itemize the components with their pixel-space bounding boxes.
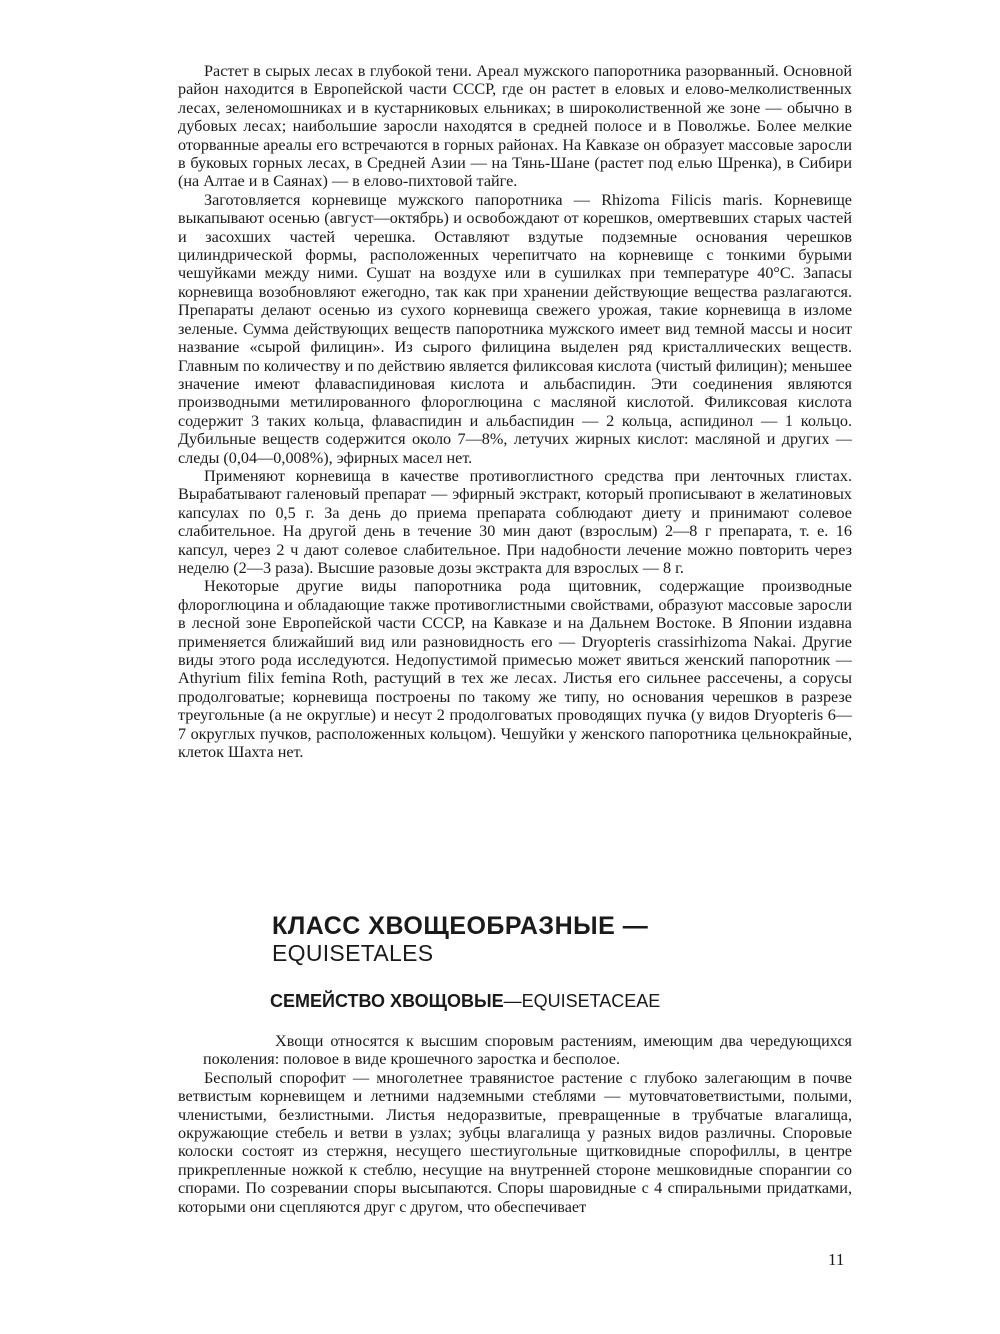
family-heading-latin: —EQUISETACEAE [503, 991, 661, 1011]
paragraph: Растет в сырых лесах в глубокой тени. Ареал мужского папоротника разорванный. Основной район находится в Европейской части СССР, где он растет в еловых и елово-мелколиственных лесах, зеленомошниках и в кустарниковых ельниках; в широколиственной же зоне — обычно в дубовых лесах; наибольшие заросли находятся в средней полосе и в Поволжье. Более мелкие оторванные ареалы его встречаются в горных районах. На Кавказе он образует массовые заросли в буковых горных лесах, в Средней Азии — на Тянь-Шане (растет под елью Шренка), в Сибири (на Алтае и в Саянах) — в елово-пихтовой тайге. [178, 62, 852, 191]
section-text-column [178, 1032, 852, 1216]
class-heading-title: КЛАСС ХВОЩЕОБРАЗНЫЕ — [272, 912, 649, 940]
main-text-column [178, 62, 852, 761]
family-heading-ru: СЕМЕЙСТВО ХВОЩОВЫЕ [270, 991, 504, 1011]
paragraph: Некоторые другие виды папоротника рода щитовник, содержащие производные флороглюцина и обладающие также противоглистными свойствами, образуют массовые заросли в лесной зоне Европейской части СССР, на Кавказе и на Дальнем Востоке. В Японии издавна применяется ближайший вид или разновидность его — Dryopteris crassirhizoma Nakai. Другие виды этого рода исследуются. Недопустимой примесью может явиться женский папоротник — Athyrium filix femina Roth, растущий в тех же лесах. Листья его сильнее рассечены, а сорусы продолговатые; корневища построены по такому же типу, но основания черешков в разрезе треугольные (а не округлые) и несут 2 продолговатых проводящих пучка (у видов Dryopteris 6—7 округлых пучков, расположенных кольцом). Чешуйки у женского папоротника цельнокрайные, клеток Шахта нет. [178, 577, 852, 762]
page-number: 11 [828, 1250, 845, 1269]
family-heading [270, 990, 660, 1012]
class-heading [272, 912, 648, 966]
paragraph: Применяют корневища в качестве противоглистного средства при ленточных глистах. Вырабатывают галеновый препарат — эфирный экстракт, который прописывают в желатиновых капсулах по 0,5 г. За день до приема препарата соблюдают диету и принимают солевое слабительное. На другой день в течение 30 мин дают (взрослым) 2—8 г препарата, т. е. 16 капсул, через 2 ч дают солевое слабительное. При надобности лечение можно повторить через неделю (2—3 раза). Высшие разовые дозы экстракта для взрослых — 8 г. [178, 466, 852, 577]
paragraph: Заготовляется корневище мужского папоротника — Rhizoma Filicis maris. Корневище выкапывают осенью (август—октябрь) и освобождают от корешков, омертвевших старых частей и засохших частей черешка. Оставляют вздутые подземные основания черешков цилиндрической формы, расположенных черепитчато на корневище с тонкими бурыми чешуйками между ними. Сушат на воздухе или в сушилках при температуре 40°С. Запасы корневища возобновляют ежегодно, так как при хранении действующие вещества разлагаются. Препараты делают осенью из сухого корневища свежего урожая, такие корневища в изломе зеленые. Сумма действующих веществ папоротника мужского имеет вид темной массы и носит название «сырой филицин». Из сырого филицина выделен ряд кристаллических веществ. Главным по количеству и по действию является филиксовая кислота (чистый филицин); меньшее значение имеют флаваспидиновая кислота и альбаспидин. Эти соединения являются производными метилированного флороглюцина с масляной кислотой. Филиксовая кислота содержит 3 таких кольца, флаваспидин и альбаспидин — 2 кольца, аспидинол — 1 кольцо. Дубильные веществ содержится около 7—8%, летучих жирных кислот: масляной и других — следы (0,04—0,008%), эфирных масел нет. [178, 190, 852, 467]
paragraph: Хвощи относятся к высшим споровым растениям, имеющим два чередующихся поколения: половое в виде крошечного заростка и бесполое. [203, 1032, 852, 1069]
paragraph: Бесполый спорофит — многолетнее травянистое растение с глубоко залегающим в почве ветвистым корневищем и летними надземными стеблями — мутовчатоветвистыми, полыми, членистыми, безлистными. Листья недоразвитые, превращенные в трубчатые влагалища, окружающие стебель и ветви в узлах; зубцы влагалища у разных видов различны. Споровые колоски состоят из стержня, несущего шестиугольные щитковидные спорофиллы, в центре прикрепленные ножкой к стеблю, несущие на внутренней стороне мешковидные спорангии со спорами. По созревании споры высыпаются. Споры шаровидные с 4 спиральными придатками, которыми они сцепляются друг с другом, что обеспечивает [178, 1068, 852, 1216]
class-heading-latin: EQUISETALES [272, 940, 434, 966]
